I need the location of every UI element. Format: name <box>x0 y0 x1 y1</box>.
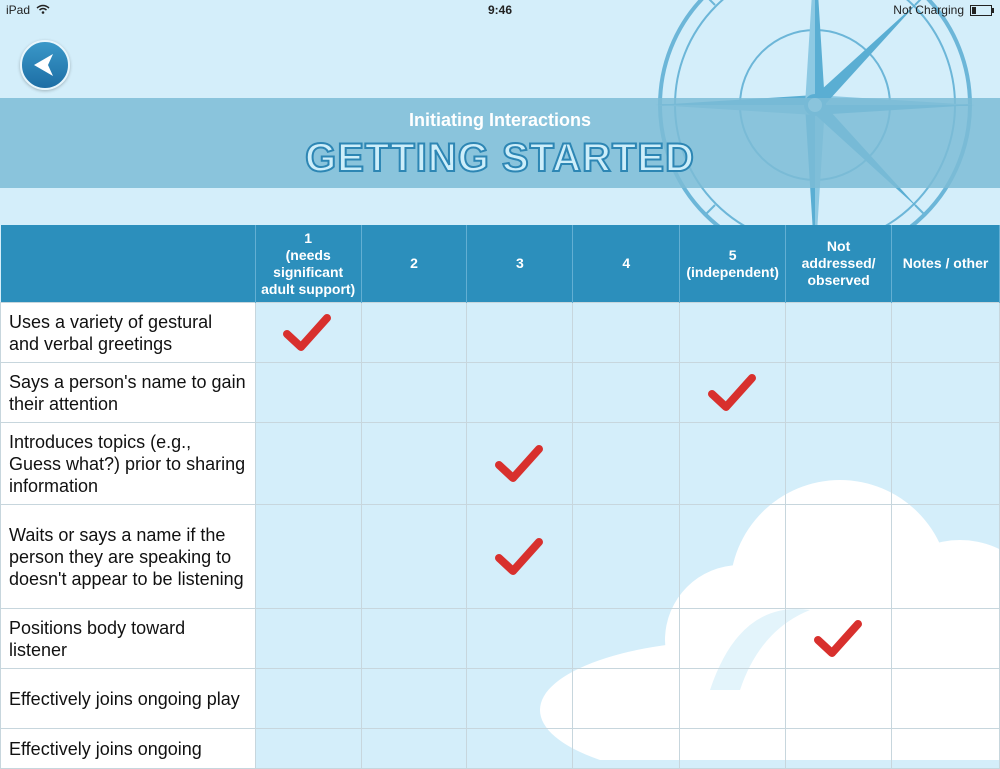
rating-cell[interactable] <box>361 609 467 669</box>
table-row <box>1 505 1000 609</box>
battery-label: Not Charging <box>893 3 964 17</box>
rating-cell[interactable] <box>680 729 786 769</box>
checkmark-icon <box>494 443 544 485</box>
battery-status <box>893 3 992 17</box>
rating-cell[interactable] <box>467 505 573 609</box>
rating-cell[interactable] <box>361 303 467 363</box>
header-banner <box>0 98 1000 188</box>
rating-cell[interactable] <box>786 303 892 363</box>
checkmark-icon <box>494 536 544 578</box>
table-row <box>1 423 1000 505</box>
rating-cell[interactable] <box>573 303 680 363</box>
column-header-label: Not addressed/ observed <box>801 238 876 288</box>
rating-cell[interactable] <box>892 609 1000 669</box>
rating-cell[interactable] <box>255 303 361 363</box>
rating-cell[interactable] <box>892 669 1000 729</box>
rating-cell[interactable] <box>680 609 786 669</box>
rating-cell[interactable] <box>786 505 892 609</box>
rating-cell[interactable] <box>786 669 892 729</box>
rating-cell[interactable] <box>361 423 467 505</box>
rating-cell[interactable] <box>361 729 467 769</box>
battery-icon <box>970 5 992 16</box>
checkmark-icon <box>282 312 332 354</box>
header-blank <box>1 225 256 303</box>
column-header-label: Notes / other <box>902 255 989 271</box>
rating-cell[interactable] <box>892 363 1000 423</box>
checkmark-icon <box>813 618 863 660</box>
rating-cell[interactable] <box>680 505 786 609</box>
row-label: Effectively joins ongoing <box>1 729 256 769</box>
rating-cell[interactable] <box>467 363 573 423</box>
rating-cell[interactable] <box>573 363 680 423</box>
rating-cell[interactable] <box>467 609 573 669</box>
rating-cell[interactable] <box>255 505 361 609</box>
column-header-label: 4 <box>622 255 631 271</box>
rating-cell[interactable] <box>892 505 1000 609</box>
clock: 9:46 <box>487 3 513 17</box>
row-label: Uses a variety of gestural and verbal greetings <box>1 303 256 363</box>
rating-cell[interactable] <box>892 303 1000 363</box>
rating-cell[interactable] <box>573 669 680 729</box>
rating-cell[interactable] <box>680 303 786 363</box>
rating-cell[interactable] <box>786 423 892 505</box>
rating-cell[interactable] <box>786 363 892 423</box>
column-header <box>255 225 361 303</box>
rating-cell[interactable] <box>255 363 361 423</box>
column-header <box>361 225 467 303</box>
table-row <box>1 729 1000 769</box>
row-label: Introduces topics (e.g., Guess what?) prior to sharing information <box>1 423 256 505</box>
column-header-label: 5 (independent) <box>686 246 779 280</box>
back-arrow-icon <box>22 42 68 88</box>
table-header-row <box>1 225 1000 303</box>
rating-cell[interactable] <box>573 423 680 505</box>
row-label: Says a person's name to gain their attention <box>1 363 256 423</box>
rating-cell[interactable] <box>255 609 361 669</box>
rating-cell[interactable] <box>786 729 892 769</box>
rating-cell[interactable] <box>467 303 573 363</box>
column-header <box>786 225 892 303</box>
row-label: Effectively joins ongoing play <box>1 669 256 729</box>
rating-cell[interactable] <box>255 423 361 505</box>
column-header <box>573 225 680 303</box>
rating-cell[interactable] <box>361 363 467 423</box>
column-header <box>467 225 573 303</box>
rating-cell[interactable] <box>680 363 786 423</box>
section-subtitle: Initiating Interactions <box>408 110 591 130</box>
rating-cell[interactable] <box>573 729 680 769</box>
column-header-label: 1 (needs significant adult support) <box>261 229 356 297</box>
rating-cell[interactable] <box>467 423 573 505</box>
column-header-label: 2 <box>410 255 418 271</box>
rating-cell[interactable] <box>467 669 573 729</box>
rating-cell[interactable] <box>892 423 1000 505</box>
row-label: Positions body toward listener <box>1 609 256 669</box>
back-button[interactable] <box>20 40 70 90</box>
column-header <box>892 225 1000 303</box>
rating-cell[interactable] <box>573 505 680 609</box>
column-header <box>680 225 786 303</box>
checkmark-icon <box>707 372 757 414</box>
row-label: Waits or says a name if the person they are speaking to doesn't appear to be listening <box>1 505 256 609</box>
rating-cell[interactable] <box>255 729 361 769</box>
rating-cell[interactable] <box>680 423 786 505</box>
rating-cell[interactable] <box>892 729 1000 769</box>
status-bar <box>0 0 1000 20</box>
rating-cell[interactable] <box>361 669 467 729</box>
rating-cell[interactable] <box>680 669 786 729</box>
table-row <box>1 669 1000 729</box>
device-label: iPad <box>6 3 31 17</box>
column-header-label: 3 <box>516 255 524 271</box>
rating-cell[interactable] <box>786 609 892 669</box>
table-row <box>1 303 1000 363</box>
rating-cell[interactable] <box>467 729 573 769</box>
rating-cell[interactable] <box>255 669 361 729</box>
table-row <box>1 363 1000 423</box>
assessment-table <box>0 225 1000 769</box>
rating-cell[interactable] <box>361 505 467 609</box>
page-title: GETTING STARTED <box>305 136 695 180</box>
table-row <box>1 609 1000 669</box>
rating-cell[interactable] <box>573 609 680 669</box>
